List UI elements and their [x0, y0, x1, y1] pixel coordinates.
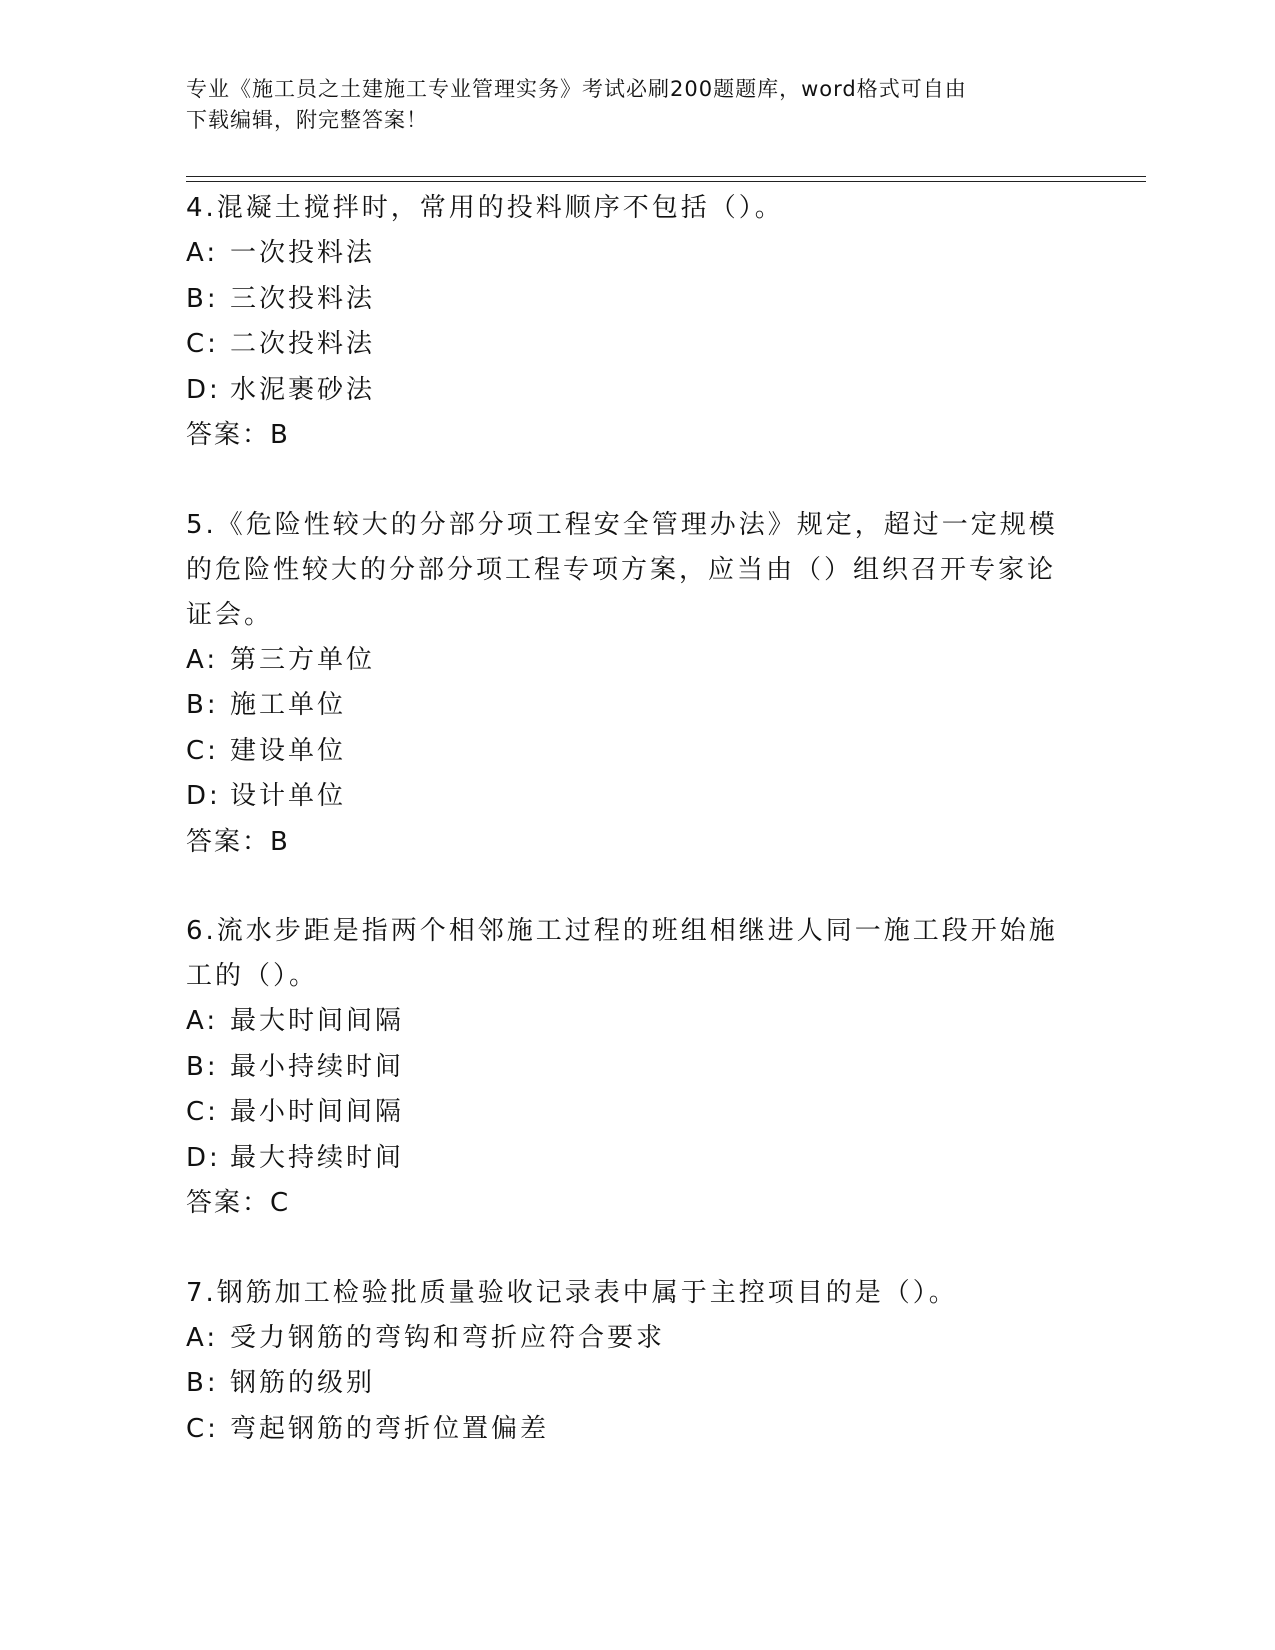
option-text: 二次投料法: [230, 329, 376, 359]
question-stem: 6.流水步距是指两个相邻施工过程的班组相继进人同一施工段开始施工的（）。: [186, 916, 1058, 991]
option-text: 第三方单位: [230, 644, 376, 675]
option-letter: A:: [186, 644, 219, 675]
option-letter: B:: [186, 1051, 219, 1082]
option-letter: A:: [186, 238, 219, 268]
option-text: 三次投料法: [230, 283, 376, 314]
option-c: [186, 729, 1066, 775]
option-text: 施工单位: [230, 690, 347, 720]
answer-text: 答案：C: [186, 1188, 291, 1218]
option-a: [186, 638, 1066, 684]
option-b: [186, 1045, 1066, 1091]
question-list: [186, 186, 1066, 1452]
option-d: [186, 1136, 1066, 1182]
option-letter: B:: [186, 1368, 219, 1398]
option-letter: C:: [186, 329, 219, 359]
option-letter: A:: [186, 1322, 219, 1353]
option-letter: B:: [186, 690, 219, 720]
question-5: [186, 503, 1066, 866]
header-line-1: 专业《施工员之土建施工专业管理实务》考试必刷200题题库，word格式可自由: [186, 77, 967, 101]
option-a: [186, 1316, 1066, 1362]
option-text: 最小持续时间: [230, 1051, 405, 1082]
option-letter: D:: [186, 1142, 221, 1173]
option-letter: D:: [186, 781, 221, 811]
question-stem: 5.《危险性较大的分部分项工程安全管理办法》规定，超过一定规模的危险性较大的分部分项工程专项方案，应当由（）组织召开专家论证会。: [186, 509, 1058, 630]
option-letter: C:: [186, 1097, 219, 1127]
question-4: [186, 186, 1066, 459]
option-c: [186, 1407, 1066, 1453]
option-b: [186, 1361, 1066, 1407]
option-d: [186, 774, 1066, 820]
question-7: [186, 1271, 1066, 1453]
option-d: [186, 368, 1066, 414]
question-stem: 7.钢筋加工检验批质量验收记录表中属于主控项目的是（）。: [186, 1277, 958, 1308]
answer-text: 答案：B: [186, 420, 290, 450]
option-text: 最大时间间隔: [230, 1006, 405, 1036]
option-text: 最大持续时间: [230, 1142, 405, 1173]
option-a: [186, 999, 1066, 1045]
option-letter: C:: [186, 735, 219, 766]
option-text: 最小时间间隔: [230, 1097, 405, 1127]
option-text: 一次投料法: [230, 238, 376, 268]
option-text: 建设单位: [230, 735, 347, 766]
option-text: 弯起钢筋的弯折位置偏差: [230, 1413, 550, 1444]
option-letter: B:: [186, 283, 219, 314]
option-b: [186, 277, 1066, 323]
option-letter: C:: [186, 1413, 219, 1444]
question-6: [186, 909, 1066, 1227]
option-text: 水泥裹砂法: [230, 374, 376, 405]
option-c: [186, 322, 1066, 368]
option-b: [186, 683, 1066, 729]
option-c: [186, 1090, 1066, 1136]
option-text: 受力钢筋的弯钩和弯折应符合要求: [230, 1322, 666, 1353]
answer-text: 答案：B: [186, 826, 290, 857]
option-text: 设计单位: [230, 781, 347, 811]
option-letter: D:: [186, 374, 221, 405]
header-divider-top: [186, 176, 1146, 177]
option-letter: A:: [186, 1006, 219, 1036]
document-header: [186, 74, 1086, 136]
option-a: [186, 231, 1066, 277]
question-stem: 4.混凝土搅拌时，常用的投料顺序不包括（）。: [186, 193, 784, 223]
header-divider-bottom: [186, 181, 1146, 182]
option-text: 钢筋的级别: [230, 1368, 376, 1398]
header-line-2: 下载编辑，附完整答案！: [186, 108, 428, 132]
